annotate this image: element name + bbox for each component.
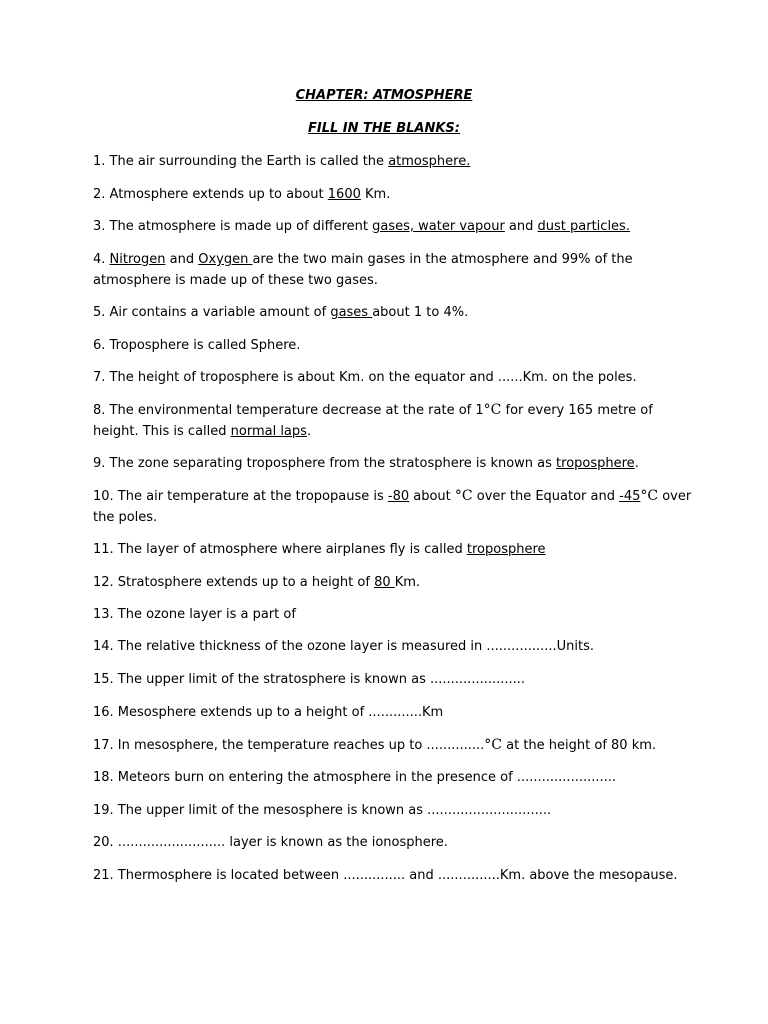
question-20 bbox=[93, 833, 683, 854]
question-17 bbox=[93, 735, 683, 757]
question-text: at the height of 80 km. bbox=[502, 738, 657, 753]
answer-underlined: dust particles. bbox=[537, 219, 630, 234]
question-text: Km. bbox=[360, 187, 391, 202]
question-text-continued: the poles. bbox=[93, 509, 158, 525]
answer-underlined: normal laps bbox=[230, 423, 307, 439]
question-3 bbox=[93, 217, 683, 238]
degree-celsius-symbol: °C bbox=[640, 488, 659, 504]
question-text: and bbox=[165, 252, 199, 267]
answer-underlined: 80 bbox=[374, 575, 395, 590]
degree-celsius-symbol: °C bbox=[484, 737, 502, 753]
answer-underlined: 1600 bbox=[327, 187, 361, 202]
question-1 bbox=[93, 152, 683, 173]
question-text: 9. The zone separating troposphere from the stratosphere is known as bbox=[93, 456, 557, 471]
answer-underlined: -45 bbox=[619, 489, 641, 504]
question-text: 13. The ozone layer is a part of bbox=[93, 607, 296, 622]
question-text: 1. The air surrounding the Earth is called the bbox=[93, 154, 389, 169]
question-text: 2. Atmosphere extends up to about bbox=[93, 187, 328, 202]
answer-underlined: gases, water vapour bbox=[372, 219, 505, 234]
question-11 bbox=[93, 540, 683, 561]
question-7 bbox=[93, 368, 683, 389]
answer-underlined: atmosphere. bbox=[388, 154, 471, 169]
question-12 bbox=[93, 573, 683, 594]
question-text: 4. bbox=[93, 252, 110, 267]
question-text: for every 165 metre of bbox=[501, 403, 653, 418]
answer-underlined: troposphere bbox=[466, 542, 546, 557]
question-4 bbox=[93, 250, 683, 291]
question-text: 3. The atmosphere is made up of different bbox=[93, 219, 373, 234]
question-6 bbox=[93, 336, 683, 357]
chapter-title: CHAPTER: ATMOSPHERE bbox=[295, 88, 473, 103]
question-text: about 1 to 4%. bbox=[372, 305, 469, 320]
degree-celsius-symbol: °C bbox=[483, 402, 502, 418]
question-text: over bbox=[658, 489, 692, 504]
question-text: over the Equator and bbox=[472, 489, 620, 504]
question-text: . bbox=[306, 423, 312, 439]
question-text: 8. The environmental temperature decrease at the rate of 1 bbox=[93, 403, 484, 418]
answer-underlined: Nitrogen bbox=[109, 252, 166, 267]
question-9 bbox=[93, 454, 683, 475]
question-text: 18. Meteors burn on entering the atmosphere in the presence of ........................ bbox=[93, 770, 617, 785]
question-19 bbox=[93, 801, 683, 822]
question-text: height. This is called bbox=[93, 423, 231, 439]
question-text: . bbox=[634, 456, 639, 471]
question-text: 5. Air contains a variable amount of bbox=[93, 305, 331, 320]
question-text: 15. The upper limit of the stratosphere is known as ....................... bbox=[93, 672, 526, 687]
question-8 bbox=[93, 400, 683, 442]
question-10 bbox=[93, 486, 692, 528]
question-18 bbox=[93, 768, 683, 789]
question-text: 14. The relative thickness of the ozone layer is measured in .................Units. bbox=[93, 639, 595, 654]
question-text: about bbox=[409, 489, 455, 504]
question-text: 19. The upper limit of the mesosphere is known as .............................. bbox=[93, 803, 552, 818]
question-text: 10. The air temperature at the tropopause is bbox=[93, 489, 388, 504]
answer-underlined: gases bbox=[330, 305, 373, 320]
question-text: 21. Thermosphere is located between ............... and ...............Km. above the mesopause. bbox=[93, 868, 678, 883]
question-14 bbox=[93, 637, 683, 658]
question-13 bbox=[93, 605, 683, 626]
question-text: 20. .......................... layer is known as the ionosphere. bbox=[93, 835, 448, 850]
question-2 bbox=[93, 185, 683, 206]
question-text: 7. The height of troposphere is about Km. on the equator and ......Km. on the poles. bbox=[93, 370, 637, 385]
answer-underlined: Oxygen bbox=[198, 252, 253, 267]
section-heading: FILL IN THE BLANKS: bbox=[308, 121, 460, 136]
question-text: 12. Stratosphere extends up to a height of bbox=[93, 575, 375, 590]
question-text: 16. Mesosphere extends up to a height of .............Km bbox=[93, 705, 444, 720]
degree-celsius-symbol: °C bbox=[454, 488, 473, 504]
question-15 bbox=[93, 670, 683, 691]
question-21 bbox=[93, 866, 683, 887]
question-text: 11. The layer of atmosphere where airplanes fly is called bbox=[93, 542, 467, 557]
question-text: are the two main gases in the atmosphere and 99% of the bbox=[252, 252, 633, 267]
question-5 bbox=[93, 303, 683, 324]
answer-underlined: -80 bbox=[387, 489, 410, 504]
question-text: 17. In mesosphere, the temperature reaches up to .............. bbox=[93, 738, 485, 753]
question-text: Km. bbox=[394, 575, 421, 590]
question-text: and bbox=[504, 219, 538, 234]
answer-underlined: troposphere bbox=[556, 456, 635, 471]
question-text-continued: atmosphere is made up of these two gases. bbox=[93, 272, 378, 288]
question-text: 6. Troposphere is called Sphere. bbox=[93, 338, 301, 353]
question-16 bbox=[93, 703, 683, 724]
